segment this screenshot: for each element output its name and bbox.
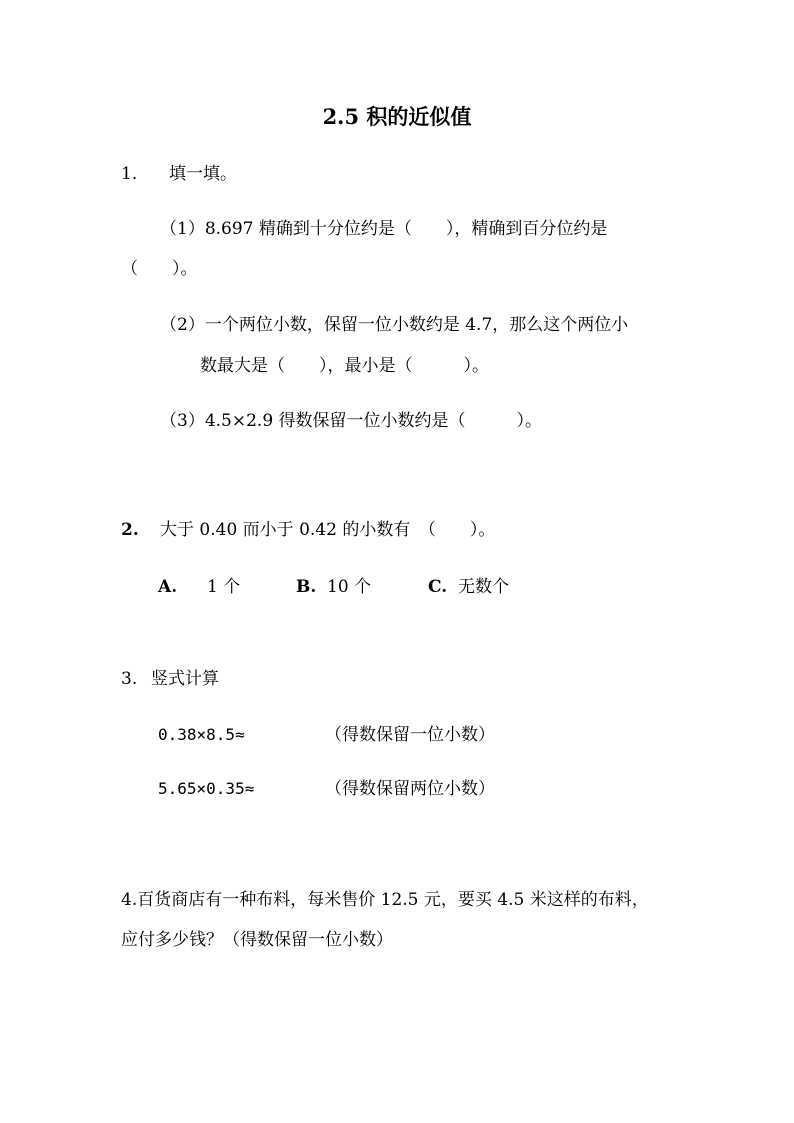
question-2-number: 2.: [121, 520, 139, 540]
question-1-item-3: （3）4.5×2.9 得数保留一位小数约是（ ）。: [160, 411, 543, 431]
question-1-number: 1.: [121, 164, 138, 184]
question-2-text: 大于 0.40 而小于 0.42 的小数有 （ ）。: [160, 520, 496, 540]
question-1-item-1-line-2: （ ）。: [121, 259, 198, 279]
calc-row-1-expression: 0.38×8.5≈: [158, 725, 245, 744]
option-a-text: 1 个: [207, 577, 241, 597]
question-3-heading: 竖式计算: [151, 669, 219, 689]
question-1-item-2-line-2: 数最大是（ ），最小是（ ）。: [200, 356, 489, 376]
question-3-number: 3.: [121, 669, 138, 689]
question-1-item-2-line-1: （2）一个两位小数，保留一位小数约是 4.7，那么这个两位小: [160, 315, 629, 335]
option-a-letter: A.: [158, 577, 178, 597]
question-1-item-1-line-1: （1）8.697 精确到十分位约是（ ），精确到百分位约是: [160, 219, 608, 239]
option-b-text: 10 个: [327, 577, 372, 597]
option-c-letter: C.: [428, 577, 448, 597]
page-title: 2.5 积的近似值: [322, 104, 472, 129]
question-1-heading: 填一填。: [169, 164, 237, 184]
question-4-line-2: 应付多少钱？（得数保留一位小数）: [121, 930, 393, 950]
question-4-line-1: 4.百货商店有一种布料，每米售价 12.5 元，要买 4.5 米这样的布料，: [121, 890, 649, 910]
calc-row-2-note: （得数保留两位小数）: [325, 779, 495, 799]
calc-row-2-expression: 5.65×0.35≈: [158, 779, 255, 798]
calc-row-1-note: （得数保留一位小数）: [325, 725, 495, 745]
option-b-letter: B.: [296, 577, 317, 597]
option-c-text: 无数个: [458, 577, 509, 597]
